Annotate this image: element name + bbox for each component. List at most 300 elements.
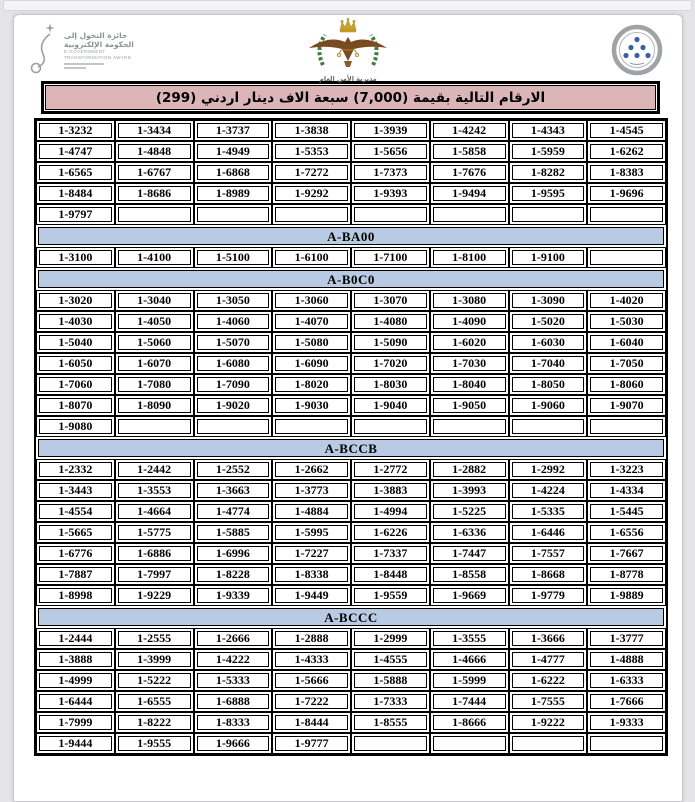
plate-number-cell bbox=[351, 332, 430, 353]
empty-box bbox=[197, 207, 270, 222]
plate-number: 1-2444 bbox=[39, 631, 112, 646]
plate-number: 1-4999 bbox=[39, 673, 112, 688]
plate-number: 1-4343 bbox=[512, 123, 585, 138]
award-line-en1: E-GOVERNMENT bbox=[64, 49, 106, 54]
page-title: الارقام التالية بقيمة (7,000) سبعة الاف دينار اردني (299) bbox=[45, 85, 656, 110]
plate-number: 1-9020 bbox=[197, 398, 270, 413]
plate-number: 1-7373 bbox=[354, 165, 427, 180]
plate-number-cell bbox=[115, 522, 194, 543]
plate-number-cell bbox=[587, 162, 666, 183]
plate-number-cell bbox=[194, 670, 273, 691]
table-row bbox=[36, 204, 666, 225]
plate-number: 1-8050 bbox=[512, 377, 585, 392]
plate-number-cell bbox=[351, 670, 430, 691]
plate-number: 1-3040 bbox=[118, 293, 191, 308]
plate-number-cell bbox=[36, 522, 115, 543]
plate-number-cell bbox=[509, 691, 588, 712]
plate-number-cell bbox=[272, 501, 351, 522]
empty-cell bbox=[430, 204, 509, 225]
plate-number: 1-7050 bbox=[590, 356, 663, 371]
plate-number-cell bbox=[351, 395, 430, 416]
plate-number-cell bbox=[115, 290, 194, 311]
plate-number: 1-3773 bbox=[275, 483, 348, 498]
empty-box bbox=[197, 419, 270, 434]
plate-number: 1-6446 bbox=[512, 525, 585, 540]
plate-number-cell bbox=[272, 543, 351, 564]
plate-number-cell bbox=[272, 670, 351, 691]
plate-number: 1-9050 bbox=[433, 398, 506, 413]
empty-box bbox=[118, 207, 191, 222]
plate-number: 1-6262 bbox=[590, 144, 663, 159]
plate-number: 1-5222 bbox=[118, 673, 191, 688]
plate-number-cell bbox=[194, 564, 273, 585]
plate-number-cell bbox=[587, 691, 666, 712]
plate-number: 1-7444 bbox=[433, 694, 506, 709]
plate-number-cell bbox=[272, 564, 351, 585]
plate-number: 1-7997 bbox=[118, 567, 191, 582]
plate-number-cell bbox=[272, 712, 351, 733]
plate-number-cell bbox=[272, 691, 351, 712]
plate-number-cell bbox=[351, 480, 430, 501]
plate-number-cell bbox=[430, 691, 509, 712]
plate-number: 1-3100 bbox=[39, 250, 112, 265]
plate-number: 1-5030 bbox=[590, 314, 663, 329]
plate-number: 1-4666 bbox=[433, 652, 506, 667]
plate-number: 1-7333 bbox=[354, 694, 427, 709]
plate-number-cell bbox=[509, 311, 588, 332]
plate-number: 1-8989 bbox=[197, 186, 270, 201]
plate-number: 1-8555 bbox=[354, 715, 427, 730]
plate-number-cell bbox=[587, 543, 666, 564]
plate-number-cell bbox=[587, 395, 666, 416]
plate-number: 1-9559 bbox=[354, 588, 427, 603]
table-row bbox=[36, 628, 666, 649]
plate-number-cell bbox=[351, 311, 430, 332]
plate-number-cell bbox=[509, 290, 588, 311]
plate-number: 1-2888 bbox=[275, 631, 348, 646]
plate-number-cell bbox=[509, 480, 588, 501]
plate-number-cell bbox=[587, 712, 666, 733]
table-row bbox=[36, 480, 666, 501]
empty-cell bbox=[115, 416, 194, 437]
plate-number: 1-7030 bbox=[433, 356, 506, 371]
plate-number: 1-4949 bbox=[197, 144, 270, 159]
plate-number: 1-8040 bbox=[433, 377, 506, 392]
plate-number-cell bbox=[509, 353, 588, 374]
plate-number-cell bbox=[194, 543, 273, 564]
plate-number-cell bbox=[430, 480, 509, 501]
plate-number-cell bbox=[36, 247, 115, 268]
plate-number-cell bbox=[115, 374, 194, 395]
award-line-ar2: الحكومة الإلكترونية bbox=[64, 40, 134, 49]
document-page bbox=[13, 14, 683, 802]
plate-number: 1-9339 bbox=[197, 588, 270, 603]
plate-number: 1-7999 bbox=[39, 715, 112, 730]
plate-number: 1-5335 bbox=[512, 504, 585, 519]
plate-number: 1-4060 bbox=[197, 314, 270, 329]
plate-number: 1-9449 bbox=[275, 588, 348, 603]
plate-number: 1-9030 bbox=[275, 398, 348, 413]
plate-number: 1-6070 bbox=[118, 356, 191, 371]
plate-number: 1-6556 bbox=[590, 525, 663, 540]
plate-number: 1-8090 bbox=[118, 398, 191, 413]
plate-number-cell bbox=[509, 649, 588, 670]
plate-number: 1-7040 bbox=[512, 356, 585, 371]
plate-number-cell bbox=[272, 332, 351, 353]
plate-number-cell bbox=[587, 332, 666, 353]
plate-number-cell bbox=[509, 459, 588, 480]
plate-number-cell bbox=[115, 353, 194, 374]
plate-number-cell bbox=[194, 501, 273, 522]
plate-number-cell bbox=[272, 183, 351, 204]
plate-number-cell bbox=[351, 564, 430, 585]
plate-number-cell bbox=[351, 628, 430, 649]
plate-number-cell bbox=[272, 353, 351, 374]
plate-number-cell bbox=[587, 564, 666, 585]
plate-number: 1-3737 bbox=[197, 123, 270, 138]
plate-number-cell bbox=[194, 247, 273, 268]
psd-emblem-icon bbox=[289, 17, 407, 73]
empty-box bbox=[275, 207, 348, 222]
plate-number: 1-2666 bbox=[197, 631, 270, 646]
plate-number: 1-3223 bbox=[590, 462, 663, 477]
empty-box bbox=[590, 250, 663, 265]
empty-cell bbox=[509, 416, 588, 437]
plate-number-cell bbox=[36, 120, 115, 141]
plate-number-cell bbox=[115, 649, 194, 670]
egov-award-text bbox=[64, 31, 134, 69]
plate-number: 1-4100 bbox=[118, 250, 191, 265]
plate-number: 1-6222 bbox=[512, 673, 585, 688]
award-line-en2: TRANSFORMATION AWARD bbox=[64, 55, 132, 60]
award-small-print bbox=[64, 63, 104, 65]
plate-number: 1-6444 bbox=[39, 694, 112, 709]
plate-number-cell bbox=[509, 120, 588, 141]
egov-award-swirl-icon bbox=[26, 21, 60, 77]
plate-number-cell bbox=[36, 290, 115, 311]
plate-number: 1-5080 bbox=[275, 335, 348, 350]
plate-number-cell bbox=[36, 691, 115, 712]
plate-number-cell bbox=[509, 374, 588, 395]
plate-number: 1-7676 bbox=[433, 165, 506, 180]
plate-number-cell bbox=[351, 522, 430, 543]
table-row bbox=[36, 183, 666, 204]
plate-number-cell bbox=[430, 120, 509, 141]
plate-number: 1-6050 bbox=[39, 356, 112, 371]
plate-number: 1-6565 bbox=[39, 165, 112, 180]
plate-number-cell bbox=[509, 141, 588, 162]
plate-number: 1-9060 bbox=[512, 398, 585, 413]
plate-number: 1-3999 bbox=[118, 652, 191, 667]
empty-box bbox=[354, 207, 427, 222]
plate-number: 1-8070 bbox=[39, 398, 112, 413]
plate-number: 1-5445 bbox=[590, 504, 663, 519]
plate-number: 1-5060 bbox=[118, 335, 191, 350]
plate-number-cell bbox=[36, 459, 115, 480]
plate-number: 1-6080 bbox=[197, 356, 270, 371]
plate-number-cell bbox=[36, 543, 115, 564]
plate-number: 1-7887 bbox=[39, 567, 112, 582]
plate-number: 1-9779 bbox=[512, 588, 585, 603]
plate-number: 1-8100 bbox=[433, 250, 506, 265]
plate-number: 1-8228 bbox=[197, 567, 270, 582]
plate-number-cell bbox=[36, 416, 115, 437]
plate-number-cell bbox=[430, 162, 509, 183]
plate-number-cell bbox=[194, 353, 273, 374]
plate-number: 1-6336 bbox=[433, 525, 506, 540]
plate-number: 1-8998 bbox=[39, 588, 112, 603]
plate-number-cell bbox=[587, 585, 666, 606]
plate-number-cell bbox=[587, 670, 666, 691]
plate-number-cell bbox=[36, 374, 115, 395]
plate-number-cell bbox=[430, 522, 509, 543]
plate-number: 1-6555 bbox=[118, 694, 191, 709]
plate-number-cell bbox=[351, 162, 430, 183]
table-row bbox=[36, 141, 666, 162]
plate-number-cell bbox=[194, 712, 273, 733]
plate-number-cell bbox=[272, 162, 351, 183]
plate-number-cell bbox=[272, 141, 351, 162]
section-header: A-BCCB bbox=[38, 439, 664, 457]
plate-number: 1-7447 bbox=[433, 546, 506, 561]
plate-number-cell bbox=[115, 247, 194, 268]
plate-number-cell bbox=[587, 374, 666, 395]
plate-number: 1-8484 bbox=[39, 186, 112, 201]
plate-number: 1-5353 bbox=[275, 144, 348, 159]
plate-number-cell bbox=[272, 374, 351, 395]
plate-number-cell bbox=[115, 459, 194, 480]
plate-number: 1-8444 bbox=[275, 715, 348, 730]
plate-number-cell bbox=[36, 733, 115, 754]
empty-cell bbox=[587, 416, 666, 437]
plate-number-cell bbox=[36, 649, 115, 670]
plate-number: 1-3232 bbox=[39, 123, 112, 138]
plate-number-cell bbox=[194, 141, 273, 162]
plate-number: 1-6226 bbox=[354, 525, 427, 540]
plate-number: 1-9393 bbox=[354, 186, 427, 201]
plate-number: 1-7100 bbox=[354, 250, 427, 265]
plate-number-cell bbox=[509, 183, 588, 204]
plate-number: 1-8030 bbox=[354, 377, 427, 392]
plate-number: 1-6090 bbox=[275, 356, 348, 371]
plate-number-cell bbox=[115, 501, 194, 522]
plate-number: 1-6868 bbox=[197, 165, 270, 180]
plate-number: 1-9889 bbox=[590, 588, 663, 603]
plate-number-cell bbox=[430, 290, 509, 311]
plate-number-cell bbox=[587, 522, 666, 543]
plate-number: 1-2552 bbox=[197, 462, 270, 477]
plate-number-cell bbox=[36, 585, 115, 606]
plate-number: 1-3020 bbox=[39, 293, 112, 308]
plate-number: 1-3070 bbox=[354, 293, 427, 308]
empty-cell bbox=[509, 204, 588, 225]
plate-number-cell bbox=[272, 733, 351, 754]
plate-number: 1-4888 bbox=[590, 652, 663, 667]
empty-cell bbox=[587, 733, 666, 754]
plate-number-cell bbox=[430, 712, 509, 733]
plate-number-cell bbox=[509, 332, 588, 353]
plate-number: 1-4747 bbox=[39, 144, 112, 159]
round-seal-icon bbox=[606, 23, 668, 79]
plate-number: 1-5959 bbox=[512, 144, 585, 159]
plate-number: 1-3777 bbox=[590, 631, 663, 646]
table-row bbox=[36, 120, 666, 141]
plate-number-cell bbox=[194, 311, 273, 332]
plate-number: 1-6776 bbox=[39, 546, 112, 561]
plate-number-cell bbox=[509, 712, 588, 733]
plate-number-cell bbox=[587, 501, 666, 522]
plate-number: 1-9100 bbox=[512, 250, 585, 265]
plate-number: 1-5070 bbox=[197, 335, 270, 350]
plate-number: 1-3883 bbox=[354, 483, 427, 498]
plate-number: 1-9696 bbox=[590, 186, 663, 201]
plate-number: 1-9666 bbox=[197, 736, 270, 751]
empty-box bbox=[433, 207, 506, 222]
plate-number: 1-9333 bbox=[590, 715, 663, 730]
plate-number-cell bbox=[272, 395, 351, 416]
section-header: A-BCCC bbox=[38, 608, 664, 626]
plate-number-cell bbox=[272, 649, 351, 670]
plate-number-cell bbox=[194, 628, 273, 649]
table-row bbox=[36, 247, 666, 268]
plate-number-cell bbox=[115, 670, 194, 691]
plate-number: 1-2999 bbox=[354, 631, 427, 646]
plate-number: 1-4664 bbox=[118, 504, 191, 519]
plate-number: 1-2882 bbox=[433, 462, 506, 477]
plate-number-cell bbox=[272, 120, 351, 141]
plate-number: 1-9040 bbox=[354, 398, 427, 413]
plate-number-cell bbox=[351, 353, 430, 374]
plate-number-cell bbox=[272, 628, 351, 649]
plate-number-cell bbox=[351, 459, 430, 480]
plate-number-cell bbox=[194, 733, 273, 754]
plate-number: 1-4224 bbox=[512, 483, 585, 498]
plate-number-cell bbox=[509, 247, 588, 268]
plate-number: 1-5666 bbox=[275, 673, 348, 688]
plate-number-cell bbox=[272, 480, 351, 501]
plate-number-cell bbox=[430, 459, 509, 480]
plate-number-cell bbox=[351, 183, 430, 204]
plate-number-cell bbox=[115, 628, 194, 649]
plate-number: 1-8020 bbox=[275, 377, 348, 392]
plate-number: 1-4020 bbox=[590, 293, 663, 308]
plate-number: 1-5888 bbox=[354, 673, 427, 688]
plate-number-cell bbox=[115, 395, 194, 416]
plate-number: 1-5333 bbox=[197, 673, 270, 688]
plate-number: 1-4242 bbox=[433, 123, 506, 138]
plate-number: 1-4545 bbox=[590, 123, 663, 138]
plate-number-cell bbox=[272, 522, 351, 543]
table-row bbox=[36, 395, 666, 416]
round-seal-logo bbox=[606, 23, 668, 84]
plate-number: 1-7557 bbox=[512, 546, 585, 561]
table-row bbox=[36, 733, 666, 754]
plate-number-cell bbox=[36, 564, 115, 585]
table-row bbox=[36, 162, 666, 183]
plate-number-cell bbox=[430, 395, 509, 416]
plate-number-cell bbox=[430, 628, 509, 649]
plate-number-cell bbox=[194, 183, 273, 204]
plate-number: 1-8666 bbox=[433, 715, 506, 730]
plate-number-cell bbox=[194, 649, 273, 670]
empty-box bbox=[590, 736, 663, 751]
plate-number-cell bbox=[36, 480, 115, 501]
plate-number: 1-9669 bbox=[433, 588, 506, 603]
plate-number-cell bbox=[430, 649, 509, 670]
plate-number-cell bbox=[36, 395, 115, 416]
document-header bbox=[14, 15, 682, 81]
plate-number-cell bbox=[272, 290, 351, 311]
plate-number: 1-8448 bbox=[354, 567, 427, 582]
plate-number-cell bbox=[272, 247, 351, 268]
plate-number: 1-8558 bbox=[433, 567, 506, 582]
table-row bbox=[36, 691, 666, 712]
plate-number: 1-7337 bbox=[354, 546, 427, 561]
plate-number: 1-5775 bbox=[118, 525, 191, 540]
plate-number: 1-4848 bbox=[118, 144, 191, 159]
egov-award-logo bbox=[26, 21, 134, 77]
plate-number-cell bbox=[587, 459, 666, 480]
plate-number-cell bbox=[36, 183, 115, 204]
section-header: A-B0C0 bbox=[38, 270, 664, 288]
plate-number: 1-6886 bbox=[118, 546, 191, 561]
empty-cell bbox=[115, 204, 194, 225]
plate-number: 1-8338 bbox=[275, 567, 348, 582]
plate-number: 1-7666 bbox=[590, 694, 663, 709]
plate-number: 1-3838 bbox=[275, 123, 348, 138]
plate-number-cell bbox=[351, 543, 430, 564]
empty-cell bbox=[430, 416, 509, 437]
title-bar bbox=[41, 81, 660, 114]
plate-number: 1-9080 bbox=[39, 419, 112, 434]
award-small-print-2 bbox=[64, 67, 86, 69]
plate-number: 1-3553 bbox=[118, 483, 191, 498]
plate-number-cell bbox=[36, 141, 115, 162]
plate-number-cell bbox=[115, 162, 194, 183]
public-security-directorate-logo bbox=[289, 17, 407, 83]
plate-number: 1-2772 bbox=[354, 462, 427, 477]
plate-number-cell bbox=[194, 691, 273, 712]
plate-number-cell bbox=[587, 290, 666, 311]
empty-cell bbox=[351, 733, 430, 754]
plate-number: 1-4333 bbox=[275, 652, 348, 667]
plate-number: 1-6030 bbox=[512, 335, 585, 350]
plate-number: 1-9494 bbox=[433, 186, 506, 201]
empty-box bbox=[118, 419, 191, 434]
table-row bbox=[36, 416, 666, 437]
plate-number: 1-5020 bbox=[512, 314, 585, 329]
plate-number-cell bbox=[509, 522, 588, 543]
plate-number: 1-2555 bbox=[118, 631, 191, 646]
plate-number-cell bbox=[430, 564, 509, 585]
plate-number-cell bbox=[587, 141, 666, 162]
plate-number: 1-7020 bbox=[354, 356, 427, 371]
plate-number: 1-3434 bbox=[118, 123, 191, 138]
plate-number: 1-3555 bbox=[433, 631, 506, 646]
empty-box bbox=[590, 419, 663, 434]
plate-number-cell bbox=[430, 332, 509, 353]
plate-number-cell bbox=[115, 543, 194, 564]
previous-page-edge bbox=[3, 0, 692, 11]
table-row bbox=[36, 332, 666, 353]
plate-number: 1-5040 bbox=[39, 335, 112, 350]
plate-number: 1-8668 bbox=[512, 567, 585, 582]
plate-number-cell bbox=[509, 543, 588, 564]
plate-number: 1-3080 bbox=[433, 293, 506, 308]
plate-number: 1-2992 bbox=[512, 462, 585, 477]
plate-number: 1-9797 bbox=[39, 207, 112, 222]
plate-number: 1-4777 bbox=[512, 652, 585, 667]
